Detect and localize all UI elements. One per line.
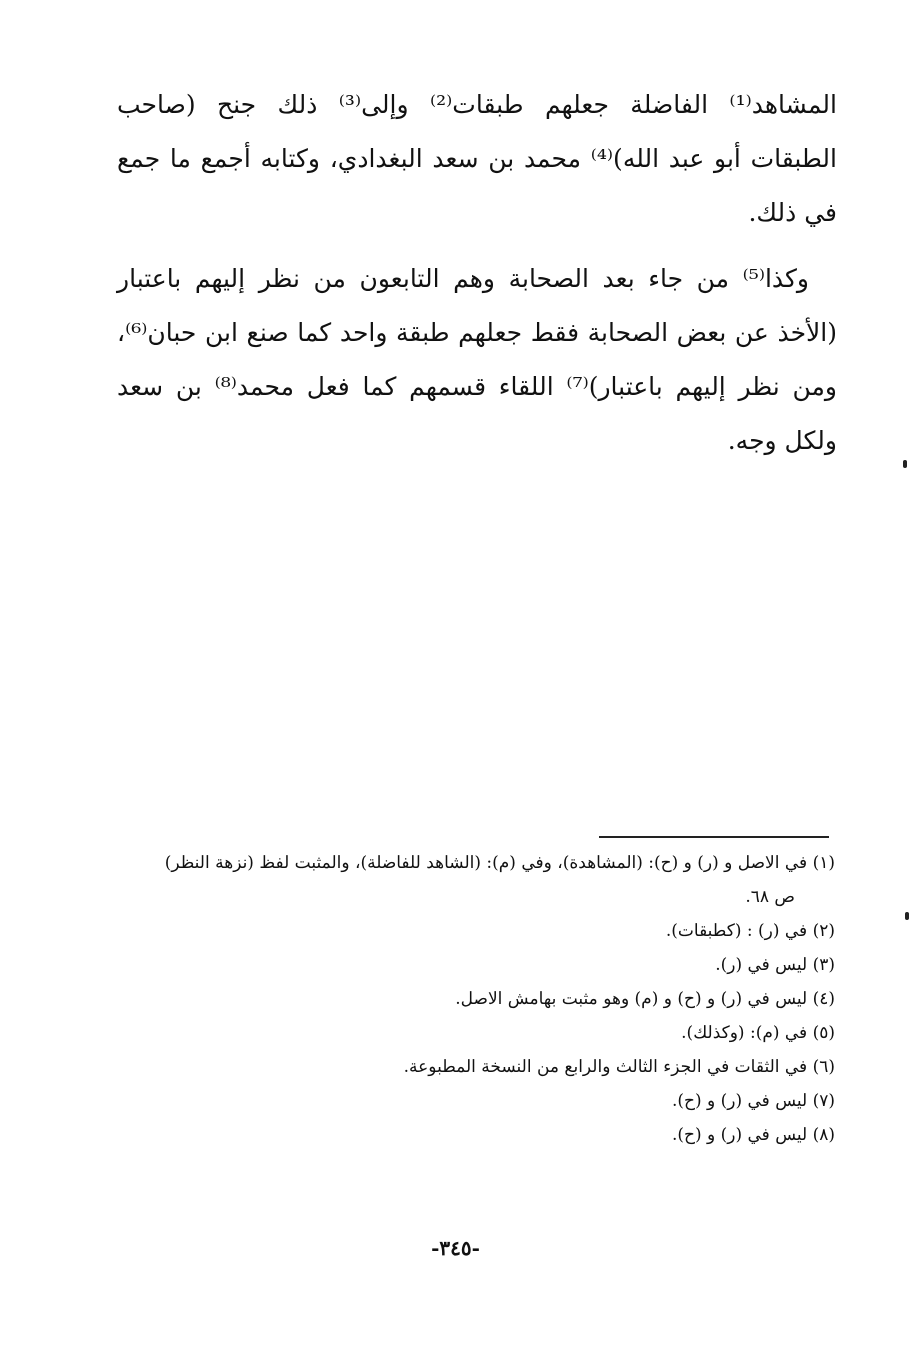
- footnote-1-continuation: ص ٦٨.: [745, 887, 795, 907]
- footnote-2: (٢) في (ر) : (كطبقات).: [665, 921, 835, 941]
- footnote-separator: [599, 836, 829, 838]
- scan-speck: [905, 912, 909, 920]
- main-text-block: [117, 78, 837, 468]
- footnotes-block: [115, 846, 835, 1152]
- footnote-1: (١) في الاصل و (ر) و (ح): (المشاهدة)، وفي (م): (الشاهد للفاضلة)، والمثبت لفظ (نزهة النظر): [164, 853, 835, 873]
- paragraph-2: وكذا⁽⁵⁾ من جاء بعد الصحابة وهم التابعون من نظر إليهم باعتبار (الأخذ عن بعض الصحابة فقط جعلهم طبقة واحد كما صنع ابن حبان⁽⁶⁾، ومن نظر إليهم باعتبار)⁽⁷⁾ اللقاء قسمهم كما فعل محمد⁽⁸⁾ بن سعد ولكل وجه.: [117, 264, 838, 455]
- footnote-6: (٦) في الثقات في الجزء الثالث والرابع من النسخة المطبوعة.: [403, 1057, 835, 1077]
- paragraph-1: المشاهد⁽¹⁾ الفاضلة جعلهم طبقات⁽²⁾ وإلى⁽³⁾ ذلك جنح (صاحب الطبقات أبو عبد الله)⁽⁴⁾ محمد بن سعد البغدادي، وكتابه أجمع ما جمع في ذلك.: [117, 90, 837, 227]
- page-number: -٣٤٥-: [431, 1236, 480, 1260]
- scan-speck: [903, 460, 907, 468]
- footnote-7: (٧) ليس في (ر) و (ح).: [671, 1091, 835, 1111]
- footnote-4: (٤) ليس في (ر) و (ح) و (م) وهو مثبت بهامش الاصل.: [455, 989, 835, 1009]
- footnote-5: (٥) في (م): (وكذلك).: [681, 1023, 835, 1043]
- footnote-8: (٨) ليس في (ر) و (ح).: [671, 1125, 835, 1145]
- footnote-3: (٣) ليس في (ر).: [715, 955, 835, 975]
